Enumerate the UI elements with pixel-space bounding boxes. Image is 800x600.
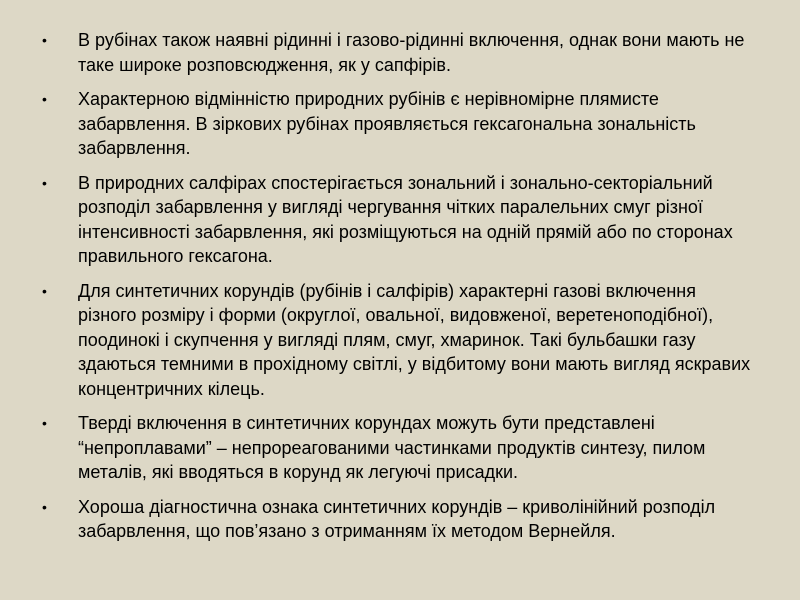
bullet-text: Хороша діагностична ознака синтетичних корундів – криволінійний розподіл забарвлення, що пов’язано з отриманням їх методом Вернейля. bbox=[78, 496, 716, 541]
bullet-item-6 bbox=[42, 495, 754, 544]
bullet-text: Характерною відмінністю природних рубінів є нерівномірне плямисте забарвлення. В зіркових рубінах проявляється гексагональна зональність забарвлення. bbox=[78, 89, 696, 158]
bullet-marker: • bbox=[42, 282, 47, 299]
bullet-text: В рубінах також наявні рідинні і газово-рідинні включення, однак вони мають не таке широке розповсюдження, як у сапфірів. bbox=[78, 30, 745, 75]
bullet-marker: • bbox=[42, 498, 47, 515]
bullet-marker: • bbox=[42, 91, 47, 107]
bullet-item-1 bbox=[42, 28, 754, 77]
bullet-text: Тверді включення в синтетичних корундах можуть бути представлені “непроплавами” – непрореагованими частинками продуктів синтезу, пилом металів, які вводяться в корунд як легуючі присадки. bbox=[78, 413, 706, 482]
bullet-text: Для синтетичних корундів (рубінів і салфірів) характерні газові включення різного розміру і форми (округлої, овальної, видовженої, веретеноподібної), поодинокі і скупчення у вигляді плям, смуг, хмаринок. Такі бульбашки газу здаються темними в прохідному світлі, у відбитому вони мають вигляд яскравих концентричних кілець. bbox=[78, 280, 751, 399]
bullet-marker: • bbox=[42, 32, 47, 48]
bullet-marker: • bbox=[42, 415, 47, 431]
bullet-item-3 bbox=[42, 171, 754, 269]
bullet-text: В природних салфірах спостерігається зональний і зонально-секторіальний розподіл забарвлення у вигляді чергування чітких паралельних смуг різної інтенсивності забарвлення, які розміщуються на одній прямій або по сторонах правильного гексагона. bbox=[78, 172, 733, 266]
bullet-marker: • bbox=[42, 174, 47, 191]
bullet-item-4 bbox=[42, 279, 754, 402]
bullet-item-5 bbox=[42, 411, 754, 485]
bullet-list bbox=[42, 28, 754, 554]
bullet-item-2 bbox=[42, 87, 754, 161]
